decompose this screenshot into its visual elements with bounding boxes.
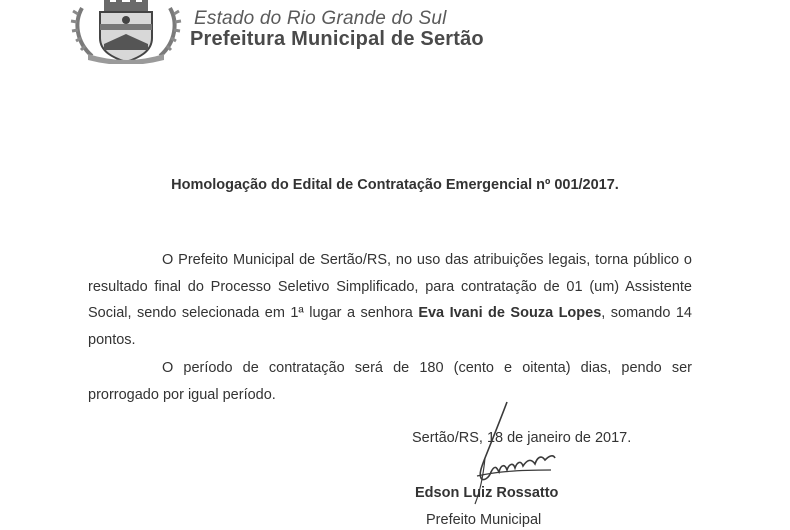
date-line: Sertão/RS, 18 de janeiro de 2017. bbox=[412, 430, 632, 446]
municipal-coat-of-arms-icon bbox=[70, 0, 182, 64]
paragraph-period: O período de contratação será de 180 (cento e oitenta) dias, pendo ser prorrogado por igual período. bbox=[88, 360, 692, 403]
paragraph-result-text-b: , somando 14 pontos. bbox=[88, 305, 692, 348]
selected-candidate-name: Eva Ivani de Souza Lopes bbox=[418, 305, 602, 321]
signer-role: Prefeito Municipal bbox=[426, 512, 542, 528]
paragraph-result-text-a: O Prefeito Municipal de Sertão/RS, no uso das atribuições legais, torna público o resultado final do Processo Seletivo Simplificado, para contratação de 01 (um) Assistente Social, sendo selecionada em 1ª lugar a senhora bbox=[88, 252, 692, 321]
letterhead-state: Estado do Rio Grande do Sul bbox=[194, 8, 447, 29]
signer-name: Edson Luiz Rossatto bbox=[415, 485, 559, 501]
paragraph-result bbox=[88, 247, 692, 353]
letterhead bbox=[70, 0, 550, 64]
letterhead-city: Prefeitura Municipal de Sertão bbox=[190, 28, 484, 50]
document-title: Homologação do Edital de Contratação Emergencial nº 001/2017. bbox=[171, 177, 619, 193]
